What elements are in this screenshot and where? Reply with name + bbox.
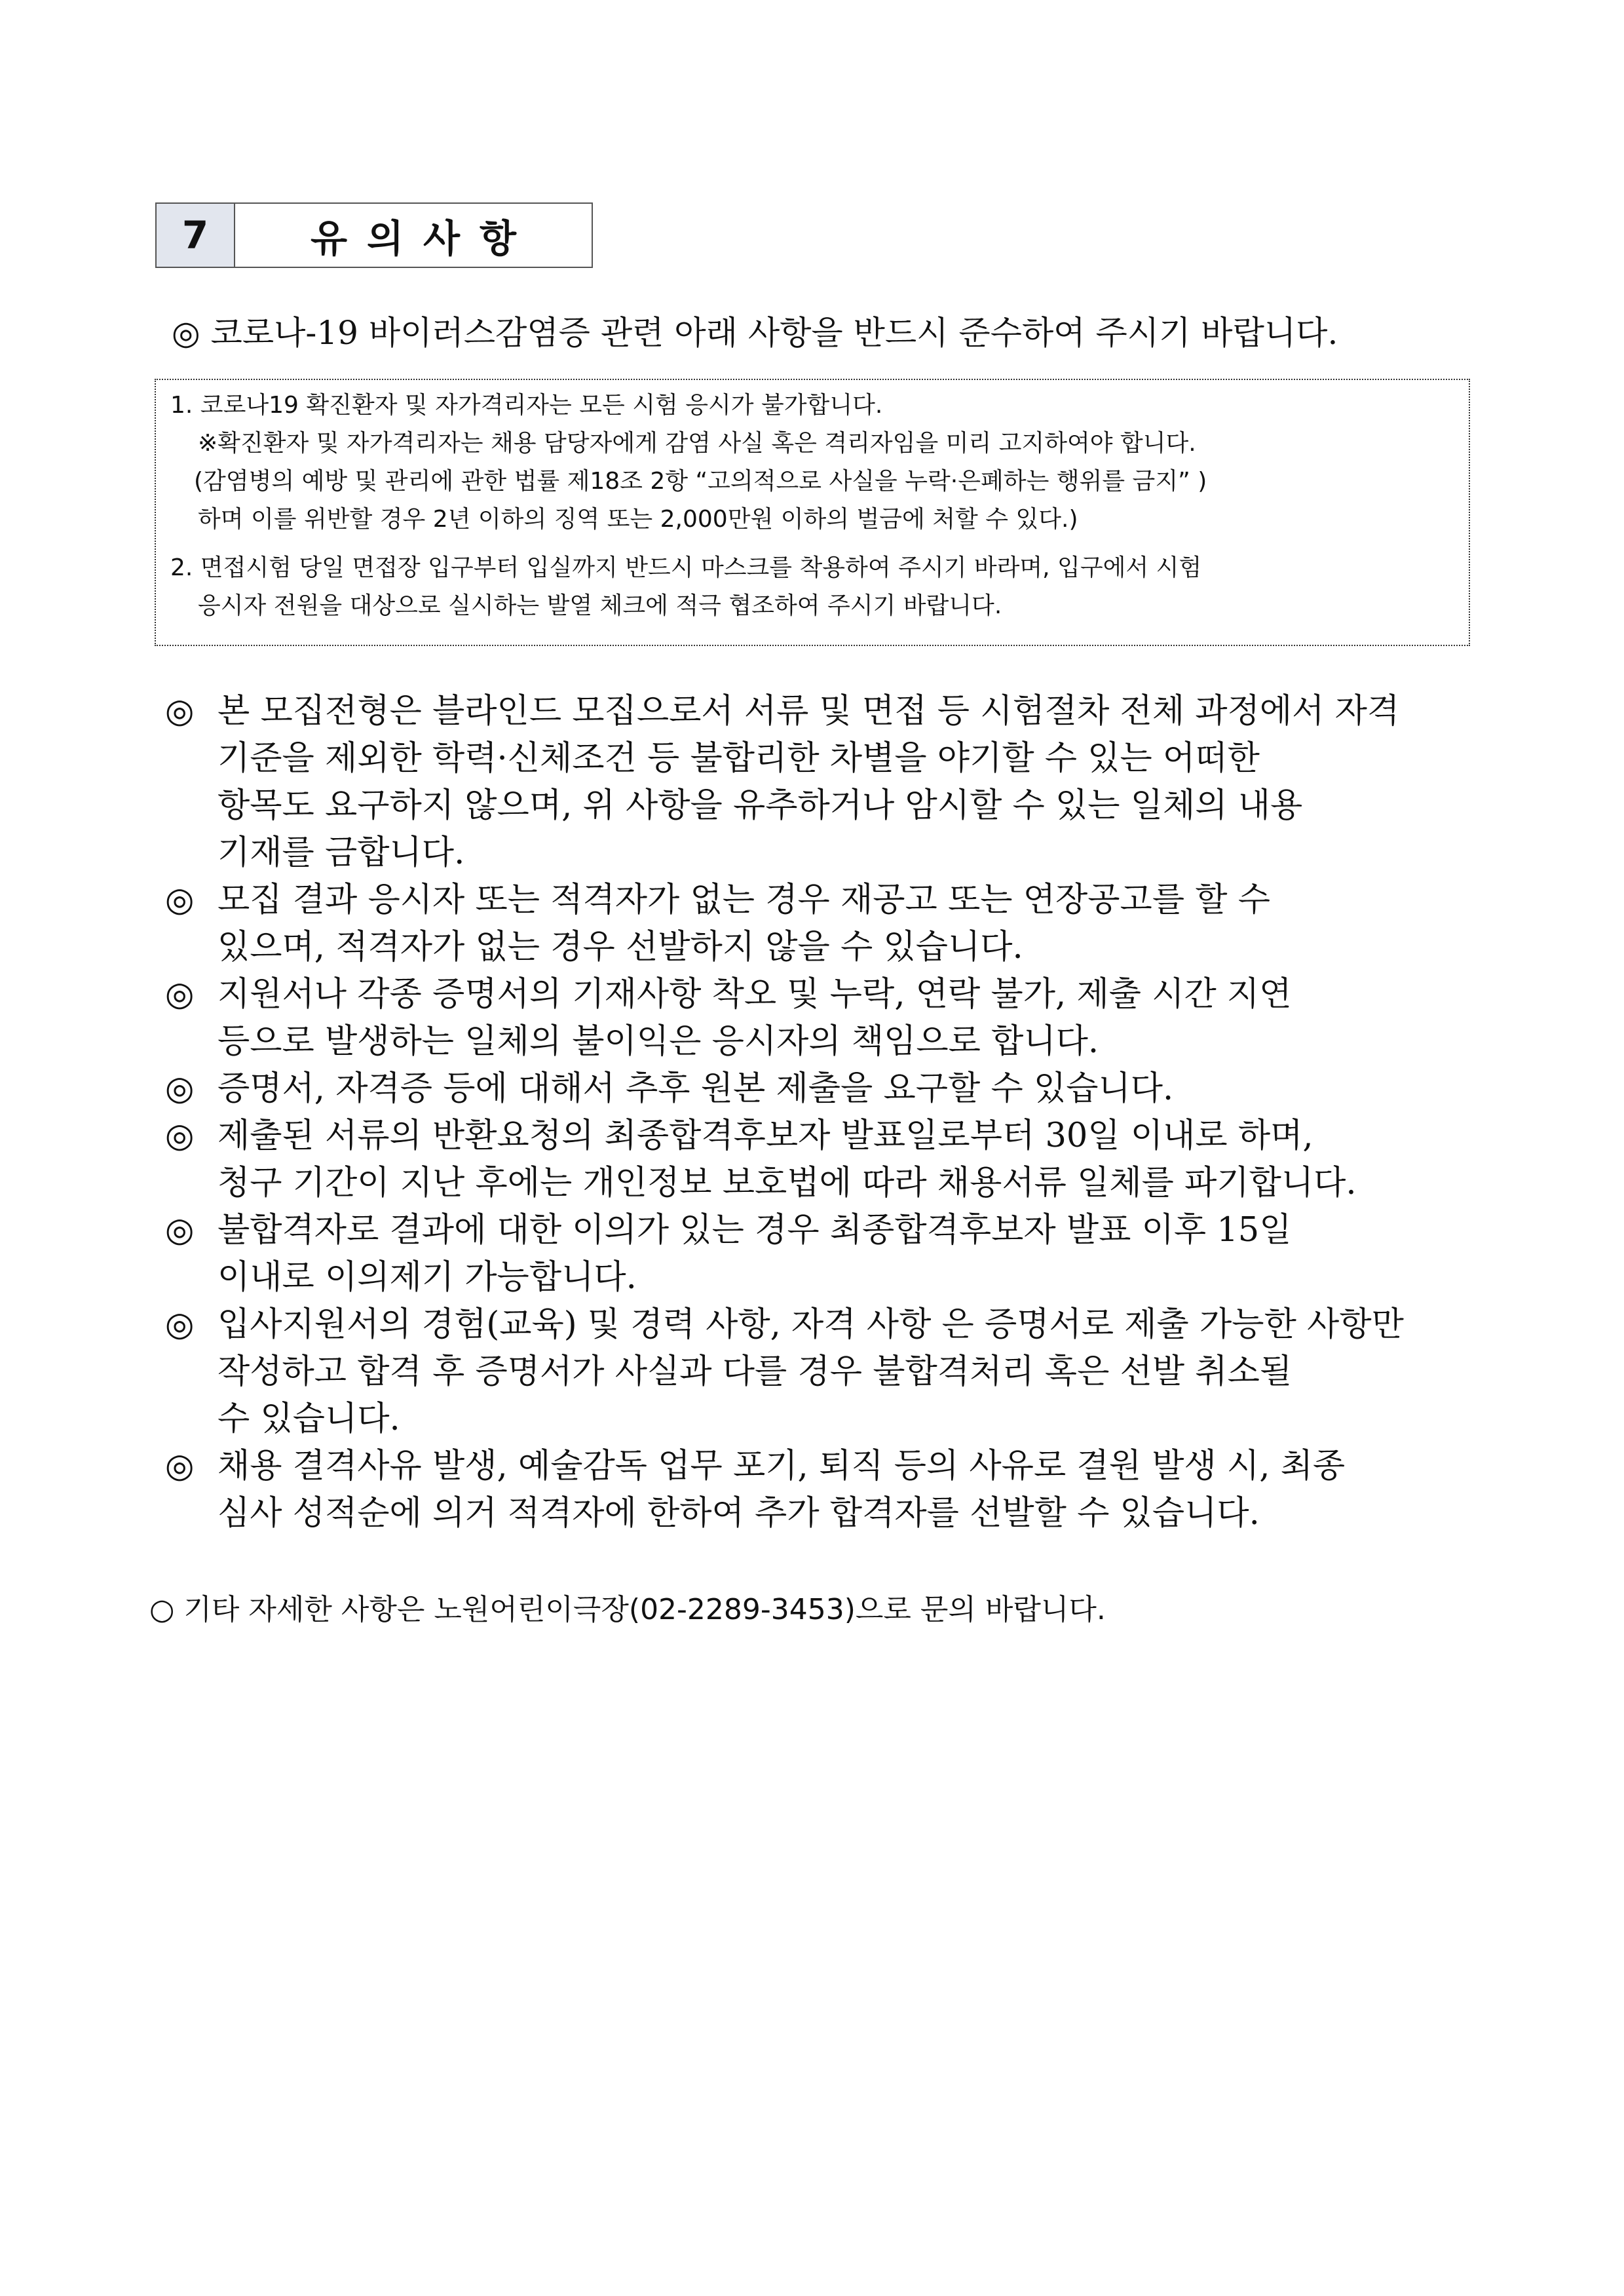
item-line: 기재를 금합니다. <box>217 833 465 872</box>
item-line: 등으로 발생하는 일체의 불이익은 응시자의 책임으로 합니다. <box>217 1022 1099 1061</box>
double-circle-bullet-icon: ◎ <box>165 692 195 731</box>
notice-line: ※확진환자 및 자가격리자는 채용 담당자에게 감염 사실 혹은 격리자임을 미리 고지하여야 합니다. <box>198 430 1196 457</box>
notice-items-list <box>165 688 1501 1537</box>
item-line: 청구 기간이 지난 후에는 개인정보 보호법에 따라 채용서류 일체를 파기합니다. <box>217 1164 1357 1202</box>
item-line: 작성하고 합격 후 증명서가 사실과 다를 경우 불합격처리 혹은 선발 취소될 <box>217 1352 1293 1391</box>
item-line: 있으며, 적격자가 없는 경우 선발하지 않을 수 있습니다. <box>217 928 1023 966</box>
item-line: 증명서, 자격증 등에 대해서 추후 원본 제출을 요구할 수 있습니다. <box>217 1069 1174 1108</box>
item-line: 심사 성적순에 의거 적격자에 한하여 추가 합격자를 선발할 수 있습니다. <box>217 1494 1260 1533</box>
list-item <box>165 688 1501 877</box>
item-line: 제출된 서류의 반환요청의 최종합격후보자 발표일로부터 30일 이내로 하며, <box>217 1117 1313 1155</box>
list-item <box>165 1443 1501 1537</box>
notice-line: 응시자 전원을 대상으로 실시하는 발열 체크에 적극 협조하여 주시기 바랍니다. <box>198 592 1002 619</box>
double-circle-bullet-icon: ◎ <box>165 1305 195 1344</box>
item-line: 이내로 이의제기 가능합니다. <box>217 1258 637 1297</box>
list-item <box>165 1207 1501 1301</box>
notice-line: 1. 코로나19 확진환자 및 자가격리자는 모든 시험 응시가 불가합니다. <box>170 392 883 419</box>
notice-line: 2. 면접시험 당일 면접장 입구부터 입실까지 반드시 마스크를 착용하여 주시기 바라며, 입구에서 시험 <box>170 554 1202 581</box>
list-item <box>165 971 1501 1065</box>
list-item <box>165 1113 1501 1207</box>
list-item <box>165 1065 1501 1113</box>
item-line: 항목도 요구하지 않으며, 위 사항을 유추하거나 암시할 수 있는 일체의 내용 <box>217 786 1303 825</box>
notice-line: (감염병의 예방 및 관리에 관한 법률 제18조 2항 “고의적으로 사실을 누락·은폐하는 행위를 금지” ) <box>194 468 1207 495</box>
section-header <box>155 202 593 268</box>
item-line: 본 모집전형은 블라인드 모집으로서 서류 및 면접 등 시험절차 전체 과정에서 자격 <box>217 692 1400 731</box>
item-line: 입사지원서의 경험(교육) 및 경력 사항, 자격 사항 은 증명서로 제출 가능한 사항만 <box>217 1305 1404 1344</box>
double-circle-bullet-icon: ◎ <box>165 1117 195 1155</box>
double-circle-bullet-icon: ◎ <box>165 975 195 1014</box>
section-number: 7 <box>157 204 235 267</box>
item-line: 수 있습니다. <box>217 1400 400 1438</box>
item-line: 모집 결과 응시자 또는 적격자가 없는 경우 재공고 또는 연장공고를 할 수 <box>217 881 1271 919</box>
list-item <box>165 1301 1501 1443</box>
item-line: 지원서나 각종 증명서의 기재사항 착오 및 누락, 연락 불가, 제출 시간 지연 <box>217 975 1292 1014</box>
notice-line: 하며 이를 위반할 경우 2년 이하의 징역 또는 2,000만원 이하의 벌금에 처할 수 있다.) <box>198 506 1078 533</box>
item-line: 기준을 제외한 학력·신체조건 등 불합리한 차별을 야기할 수 있는 어떠한 <box>217 739 1260 778</box>
double-circle-bullet-icon: ◎ <box>165 1069 195 1108</box>
item-line: 채용 결격사유 발생, 예술감독 업무 포기, 퇴직 등의 사유로 결원 발생 시, 최종 <box>217 1447 1346 1485</box>
double-circle-bullet-icon: ◎ <box>165 1211 195 1250</box>
item-line: 불합격자로 결과에 대한 이의가 있는 경우 최종합격후보자 발표 이후 15일 <box>217 1211 1292 1250</box>
double-circle-bullet-icon: ◎ <box>165 1447 195 1485</box>
covid-notice-box <box>155 379 1470 646</box>
list-item <box>165 877 1501 971</box>
double-circle-bullet-icon: ◎ <box>165 881 195 919</box>
section-title: 유의사항 <box>310 216 537 261</box>
covid-intro: ◎ 코로나-19 바이러스감염증 관련 아래 사항을 반드시 준수하여 주시기 바랍니다. <box>172 314 1338 352</box>
contact-footer: ○ 기타 자세한 사항은 노원어린이극장(02-2289-3453)으로 문의 바랍니다. <box>149 1593 1106 1626</box>
